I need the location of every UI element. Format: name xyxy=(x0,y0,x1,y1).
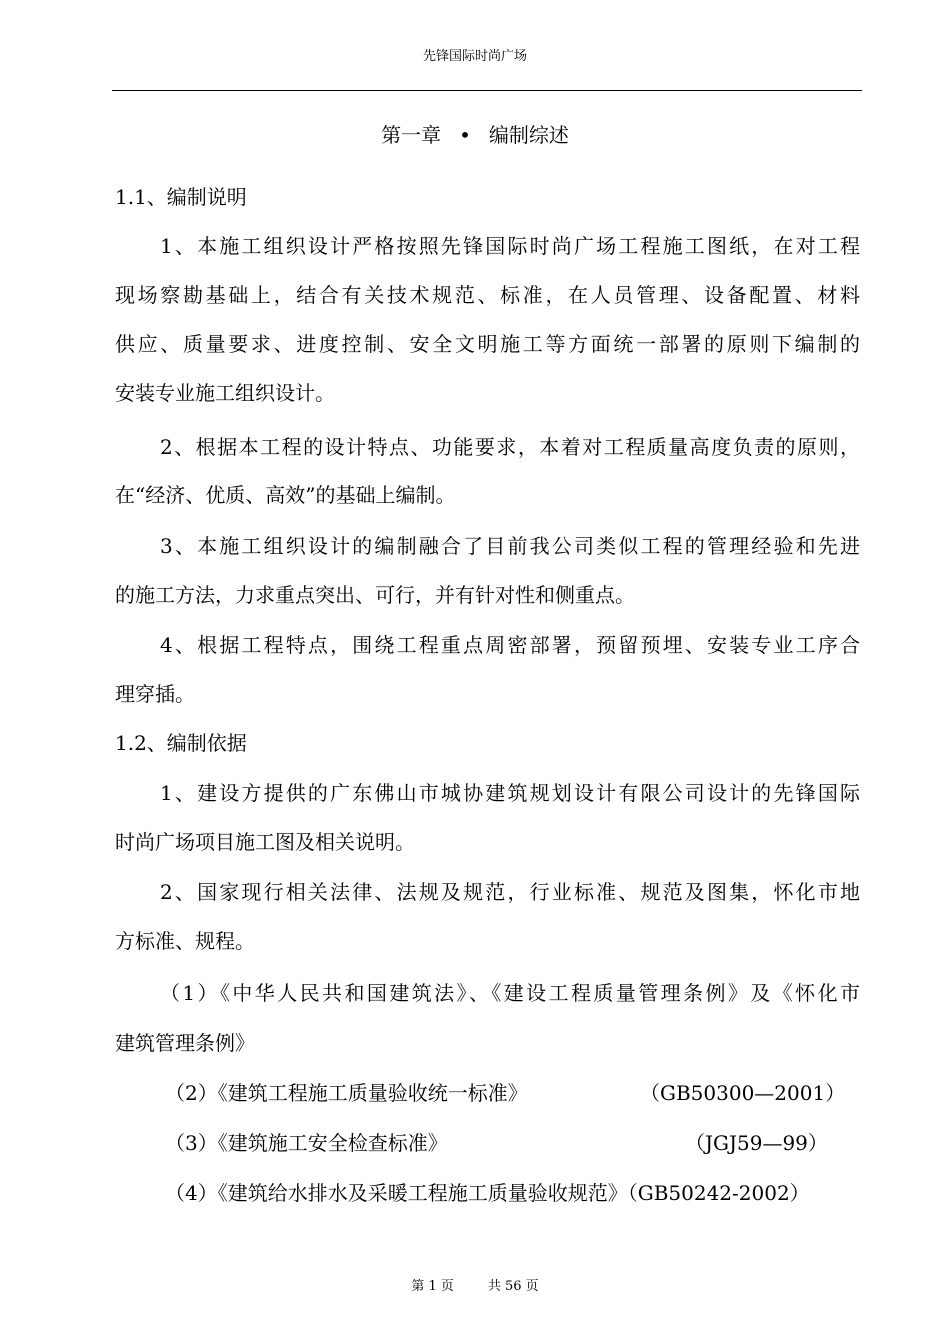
reference-title: （2）《建筑工程施工质量验收统一标准》 xyxy=(165,1081,528,1105)
chapter-title xyxy=(0,121,950,149)
paragraph-line: 建筑管理条例》 xyxy=(115,1031,255,1055)
paragraph-line: 时尚广场项目施工图及相关说明。 xyxy=(115,830,415,854)
paragraph-line: 3、本施工组织设计的编制融合了目前我公司类似工程的管理经验和先进 xyxy=(160,534,860,558)
reference-code: （GB50300—2001） xyxy=(640,1081,846,1105)
running-header: 先锋国际时尚广场 xyxy=(422,49,527,64)
paragraph-line: 2、根据本工程的设计特点、功能要求，本着对工程质量高度负责的原则， xyxy=(160,435,860,459)
page-total: 共 56 页 xyxy=(487,1279,539,1294)
paragraph-line: 2、国家现行相关法律、法规及规范，行业标准、规范及图集，怀化市地 xyxy=(160,880,860,904)
paragraph-line: 方标准、规程。 xyxy=(115,929,255,953)
header-rule xyxy=(112,90,862,91)
paragraph-line: 1、建设方提供的广东佛山市城协建筑规划设计有限公司设计的先锋国际 xyxy=(160,781,860,805)
paragraph-line: 供应、质量要求、进度控制、安全文明施工等方面统一部署的原则下编制的 xyxy=(115,332,860,356)
paragraph-line: 理穿插。 xyxy=(115,682,195,706)
section-heading: 1.2、编制依据 xyxy=(115,731,247,755)
page-footer xyxy=(0,1278,950,1296)
paragraph-line: 的施工方法，力求重点突出、可行，并有针对性和侧重点。 xyxy=(115,583,635,607)
reference-item xyxy=(165,1129,860,1157)
section-heading: 1.1、编制说明 xyxy=(115,185,247,209)
paragraph-line: 现场察勘基础上，结合有关技术规范、标准，在人员管理、设备配置、材料 xyxy=(115,283,860,307)
chapter-name: 编制综述 xyxy=(488,123,569,147)
paragraph-line: 安装专业施工组织设计。 xyxy=(115,381,335,405)
chapter-label: 第一章 xyxy=(381,123,442,147)
reference-code: （JGJ59—99） xyxy=(685,1131,828,1155)
page-number: 第 1 页 xyxy=(411,1279,454,1294)
chapter-separator: • xyxy=(459,123,471,147)
paragraph-line: 4、根据工程特点，围绕工程重点周密部署，预留预埋、安装专业工序合 xyxy=(160,633,860,657)
paragraph-line: （1）《中华人民共和国建筑法》、《建设工程质量管理条例》及《怀化市 xyxy=(160,981,860,1005)
reference-item xyxy=(165,1179,860,1207)
reference-item xyxy=(165,1079,860,1107)
paragraph-line: 1、本施工组织设计严格按照先锋国际时尚广场工程施工图纸，在对工程 xyxy=(160,234,860,258)
reference-title: （4）《建筑给水排水及采暖工程施工质量验收规范》（GB50242-2002） xyxy=(165,1181,810,1205)
reference-title: （3）《建筑施工安全检查标准》 xyxy=(165,1131,448,1155)
paragraph-line: 在“经济、优质、高效”的基础上编制。 xyxy=(115,483,456,507)
